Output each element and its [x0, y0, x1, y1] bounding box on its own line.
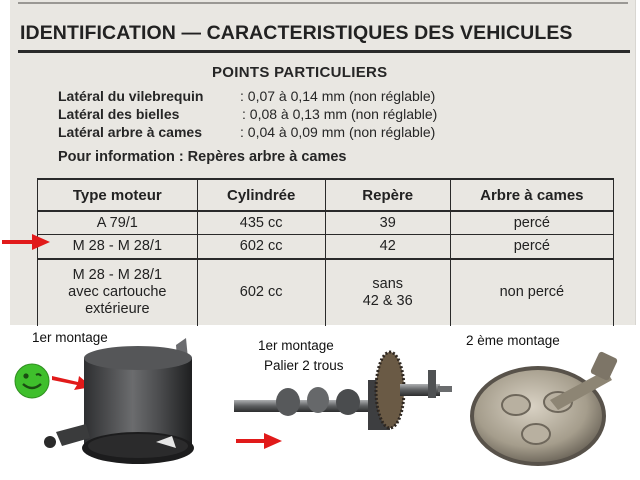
filter-housing-photo [36, 330, 216, 476]
info-line: Pour information : Repères arbre à cames [58, 149, 347, 165]
cell-type: M 28 - M 28/1 [38, 235, 198, 259]
filter-cover-photo [466, 350, 626, 470]
cell-arbre: non percé [450, 259, 613, 326]
cell-cyl: 602 cc [197, 259, 325, 326]
caption-right: 2 ème montage [466, 333, 560, 348]
spec-label: Latéral arbre à cames [58, 124, 202, 140]
cell-line: M 28 - M 28/1 [72, 267, 163, 284]
cell-repere: 39 [325, 211, 450, 235]
cell-type: A 79/1 [38, 211, 198, 235]
spec-line [58, 106, 437, 122]
cell-cyl: 435 cc [197, 211, 325, 235]
section-subtitle: POINTS PARTICULIERS [212, 64, 388, 81]
spec-line [58, 124, 435, 140]
caption-middle-2: Palier 2 trous [264, 358, 344, 373]
title-rule [18, 50, 630, 53]
spec-value: : 0,07 à 0,14 mm (non réglable) [240, 88, 436, 104]
caption-left: 1er montage [32, 330, 108, 345]
red-arrow-icon [2, 234, 50, 250]
caption-middle-1: 1er montage [258, 338, 334, 353]
column-header: Type moteur [38, 179, 198, 211]
cell-arbre: percé [450, 235, 613, 259]
cell-line: 42 & 36 [362, 292, 413, 309]
red-arrow-icon [236, 433, 282, 449]
cell-line: extérieure [85, 301, 150, 318]
table-header-row [38, 179, 614, 211]
cell-repere: 42 [325, 235, 450, 259]
column-header: Arbre à cames [450, 179, 613, 211]
cell-line: avec cartouche [68, 284, 167, 301]
spec-line [58, 88, 435, 104]
cell-type [38, 259, 198, 326]
cell-repere [325, 259, 450, 326]
column-header: Cylindrée [197, 179, 325, 211]
top-rule [18, 2, 628, 4]
table-row [38, 211, 614, 235]
cell-cyl: 602 cc [197, 235, 325, 259]
spec-label: Latéral des bielles [58, 106, 180, 122]
table-row [38, 259, 614, 326]
spec-value: : 0,04 à 0,09 mm (non réglable) [240, 124, 436, 140]
cell-line: sans [372, 275, 404, 292]
table-row [38, 235, 614, 259]
cell-arbre: percé [450, 211, 613, 235]
spec-value: : 0,08 à 0,13 mm (non réglable) [242, 106, 438, 122]
spec-label: Latéral du vilebrequin [58, 88, 204, 104]
page-title: IDENTIFICATION — CARACTERISTIQUES DES VEHICULES [20, 22, 573, 44]
column-header: Repère [325, 179, 450, 211]
engine-table [37, 178, 614, 326]
